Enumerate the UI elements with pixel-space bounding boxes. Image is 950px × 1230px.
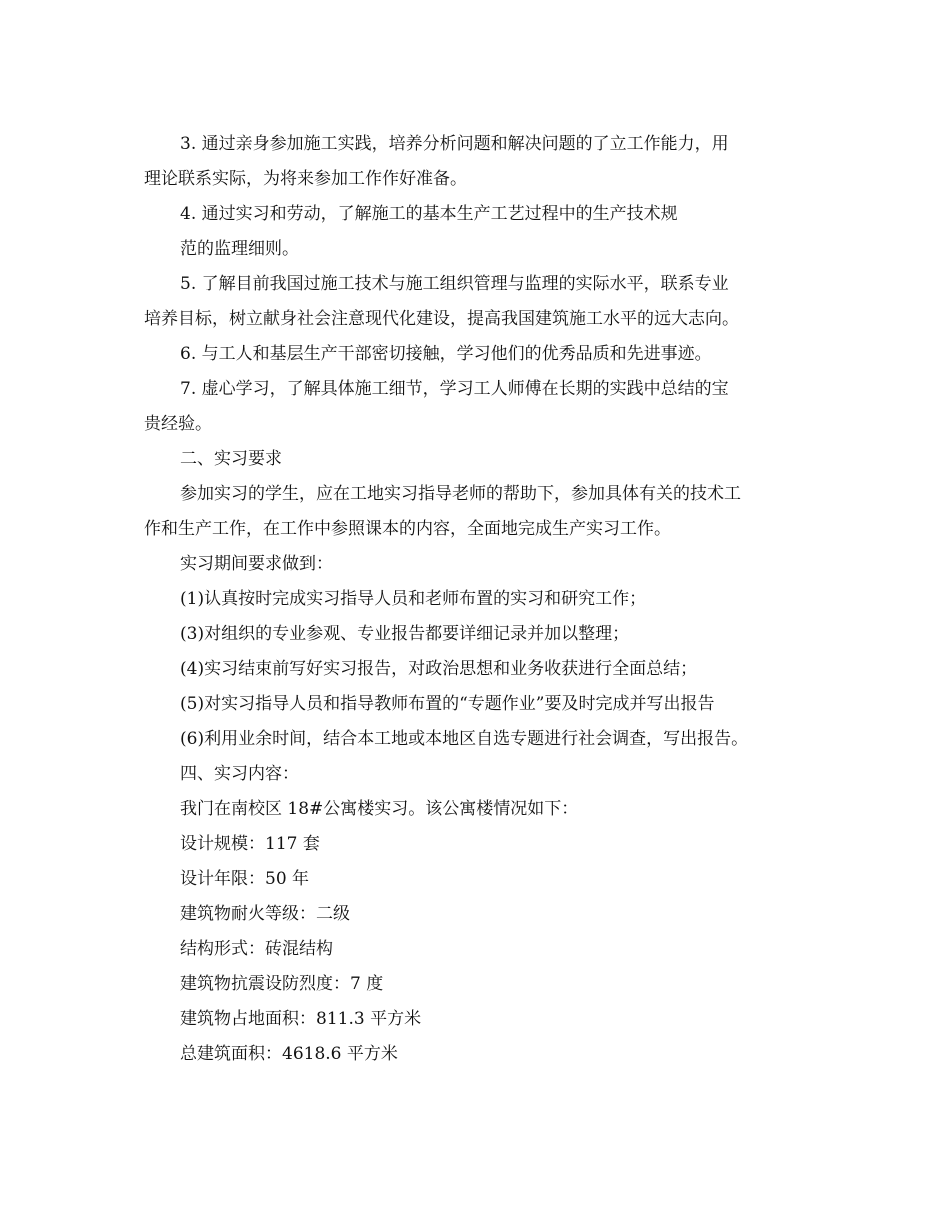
heading-line: 二、实习要求 (180, 449, 282, 469)
list-item-4 (144, 652, 804, 687)
paragraph-line: 3. 通过亲身参加施工实践，培养分析问题和解决问题的了立工作能力，用 (180, 134, 729, 154)
spec-line: 结构形式：砖混结构 (180, 939, 333, 959)
paragraph-line: 范的监理细则。 (180, 239, 299, 259)
paragraph-line: 理论联系实际，为将来参加工作作好准备。 (144, 169, 467, 189)
paragraph-line: 我门在南校区 18#公寓楼实习。该公寓楼情况如下： (180, 799, 579, 819)
list-line: (6)利用业余时间，结合本工地或本地区自选专题进行社会调查，写出报告。 (180, 729, 749, 749)
spec-fire-rating (144, 897, 804, 932)
section-heading-requirements (144, 442, 804, 477)
spec-line: 总建筑面积：4618.6 平方米 (180, 1044, 398, 1064)
spec-line: 建筑物抗震设防烈度：7 度 (180, 974, 384, 994)
spec-line: 建筑物耐火等级：二级 (180, 904, 350, 924)
paragraph-line: 5. 了解目前我国过施工技术与施工组织管理与监理的实际水平，联系专业 (180, 274, 729, 294)
list-line: (1)认真按时完成实习指导人员和老师布置的实习和研究工作； (180, 589, 647, 609)
paragraph-item-7 (144, 372, 804, 442)
paragraph-item-5 (144, 267, 804, 337)
spec-line: 设计年限：50 年 (180, 869, 310, 889)
paragraph-requirements-intro (144, 477, 804, 547)
spec-line: 建筑物占地面积：811.3 平方米 (180, 1009, 422, 1029)
paragraph-line: 4. 通过实习和劳动，了解施工的基本生产工艺过程中的生产技术规 (180, 204, 678, 224)
list-line: (3)对组织的专业参观、专业报告都要详细记录并加以整理； (180, 624, 630, 644)
list-line: (4)实习结束前写好实习报告，对政治思想和业务收获进行全面总结； (180, 659, 698, 679)
spec-land-area (144, 1002, 804, 1037)
spec-design-life (144, 862, 804, 897)
paragraph-site-intro (144, 792, 804, 827)
spec-seismic-intensity (144, 967, 804, 1002)
paragraph-line: 6. 与工人和基层生产干部密切接触，学习他们的优秀品质和先进事迹。 (180, 344, 712, 364)
paragraph-requirements-lead (144, 547, 804, 582)
paragraph-item-6 (144, 337, 804, 372)
list-line: (5)对实习指导人员和指导教师布置的“专题作业”要及时完成并写出报告 (180, 694, 715, 714)
paragraph-line: 参加实习的学生，应在工地实习指导老师的帮助下，参加具体有关的技术工 (180, 484, 741, 504)
list-item-6 (144, 722, 804, 757)
document-body (144, 127, 804, 1072)
section-heading-content (144, 757, 804, 792)
paragraph-item-4 (144, 197, 804, 267)
list-item-3 (144, 617, 804, 652)
spec-design-scale (144, 827, 804, 862)
list-item-1 (144, 582, 804, 617)
spec-total-area (144, 1037, 804, 1072)
spec-structure-type (144, 932, 804, 967)
paragraph-line: 培养目标，树立献身社会注意现代化建设，提高我国建筑施工水平的远大志向。 (144, 309, 739, 329)
paragraph-line: 实习期间要求做到： (180, 554, 333, 574)
paragraph-line: 作和生产工作，在工作中参照课本的内容，全面地完成生产实习工作。 (144, 519, 671, 539)
list-item-5 (144, 687, 804, 722)
spec-line: 设计规模：117 套 (180, 834, 320, 854)
paragraph-line: 贵经验。 (144, 414, 212, 434)
paragraph-item-3 (144, 127, 804, 197)
heading-line: 四、实习内容： (180, 764, 299, 784)
paragraph-line: 7. 虚心学习，了解具体施工细节，学习工人师傅在长期的实践中总结的宝 (180, 379, 729, 399)
